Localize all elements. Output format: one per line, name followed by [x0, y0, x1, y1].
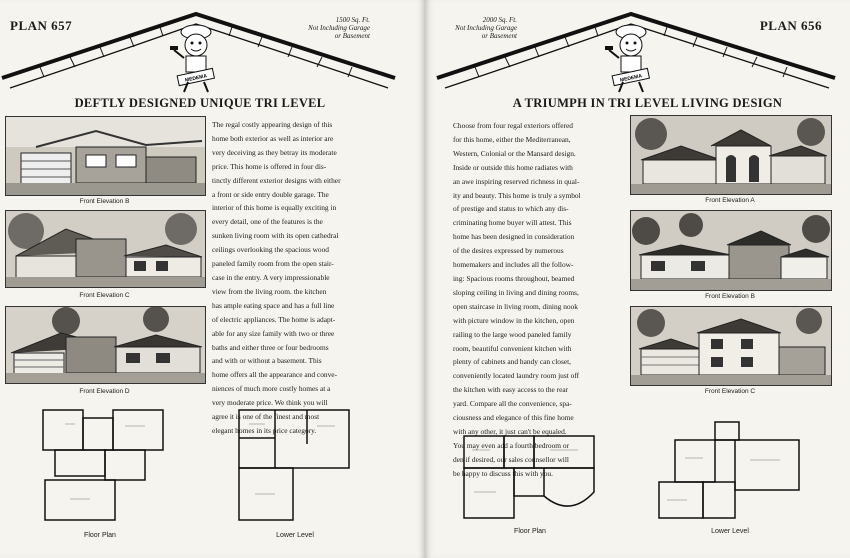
right-page [425, 0, 850, 558]
floor-plan-drawing [35, 404, 165, 524]
floor-plan-caption: Floor Plan [84, 532, 116, 539]
square-footage: 2000 Sq. Ft. Not Including Garage or Basement [455, 16, 517, 40]
page-title: DEFTLY DESIGNED UNIQUE TRI LEVEL [74, 96, 326, 110]
lower-level-caption: Lower Level [276, 532, 314, 539]
floor-plan-caption: Floor Plan [514, 528, 546, 535]
mascot-label: MEDEMA [184, 73, 208, 84]
lower-level-drawing [655, 420, 805, 520]
elevation-c-illustration [630, 306, 832, 386]
medema-mascot-icon [170, 25, 214, 92]
elevation-d-caption: Front Elevation D [79, 388, 130, 395]
square-footage: 1500 Sq. Ft. Not Including Garage or Basement [308, 16, 370, 40]
plan-number: PLAN 656 [759, 18, 822, 33]
elevation-b-caption: Front Elevation B [79, 198, 130, 205]
description-text: The regal costly appearing design of this home both exterior as well as interior are very deceiving as they betray its moderate price. This home is offered in four dis- tinctly different exterior designs with either a front or side entry double garage. The interior of this home is equally exciting in every detail, one of the features is the sunken living room with its open cathedral ceilings overlooking the spacious wood paneled family room from the open stair- case in the entry. A very impressionable view from the living room. the kitchen has ample eating space and has a full line of electric appliances. The home is adapt- able for any size family with two or three baths and either three or four bedrooms and with or without a basement. This home offers all the appearance and conve- niences of much more costly homes at a very moderate price. We think you will agree it is one of the finest and most elegant homes in its price category. [212, 120, 341, 435]
lower-level-caption: Lower Level [711, 528, 749, 535]
elevation-a-caption: Front Elevation A [705, 197, 755, 204]
elevation-b-illustration [5, 116, 206, 196]
plan-number: PLAN 657 [10, 18, 73, 33]
elevation-d-illustration [5, 306, 206, 384]
elevation-a-illustration [630, 115, 832, 195]
lower-level-drawing [235, 404, 355, 524]
medema-mascot-icon [605, 25, 649, 92]
elevation-c-caption: Front Elevation C [79, 292, 130, 299]
mascot-label: MEDEMA [619, 73, 643, 84]
page-title: A TRIUMPH IN TRI LEVEL LIVING DESIGN [512, 96, 783, 110]
roof-header-graphic [0, 10, 400, 94]
floor-plan-drawing [460, 432, 600, 524]
elevation-b-caption: Front Elevation B [705, 293, 755, 300]
elevation-c-illustration [5, 210, 206, 288]
description-text: Choose from four regal exteriors offered for this home, either the Mediterranean, Western, Colonial or the Mansard design. Inside or outside this home radiates with an awe inspiring reserved richness in qual- ity and beauty. This home is truly a symbol of prestige and status to which any dis- criminating home buyer will attest. This home has been designed in consideration of the desires expressed by numerous homemakers and includes all the follow- ing: Spacious rooms throughout, beamed sloping ceiling in living and dining rooms, open staircase in living room, dining nook with picture window in the kitchen, open railing to the large wood paneled family room, beautiful convenient kitchen with plenty of cabinets and handy can closet, conveniently located laundry room just off the kitchen with easy access to the rear yard. Compare all the convenience, spa- ciousness and elegance of this fine home with any other, it just can't be equaled. You may even add a fourth bedroom or den if desired, our sales counsellor will be happy to discuss this with you. [453, 121, 581, 478]
elevation-c-caption: Front Elevation C [704, 388, 756, 395]
roof-header-graphic [435, 10, 840, 94]
elevation-b-illustration [630, 210, 832, 291]
